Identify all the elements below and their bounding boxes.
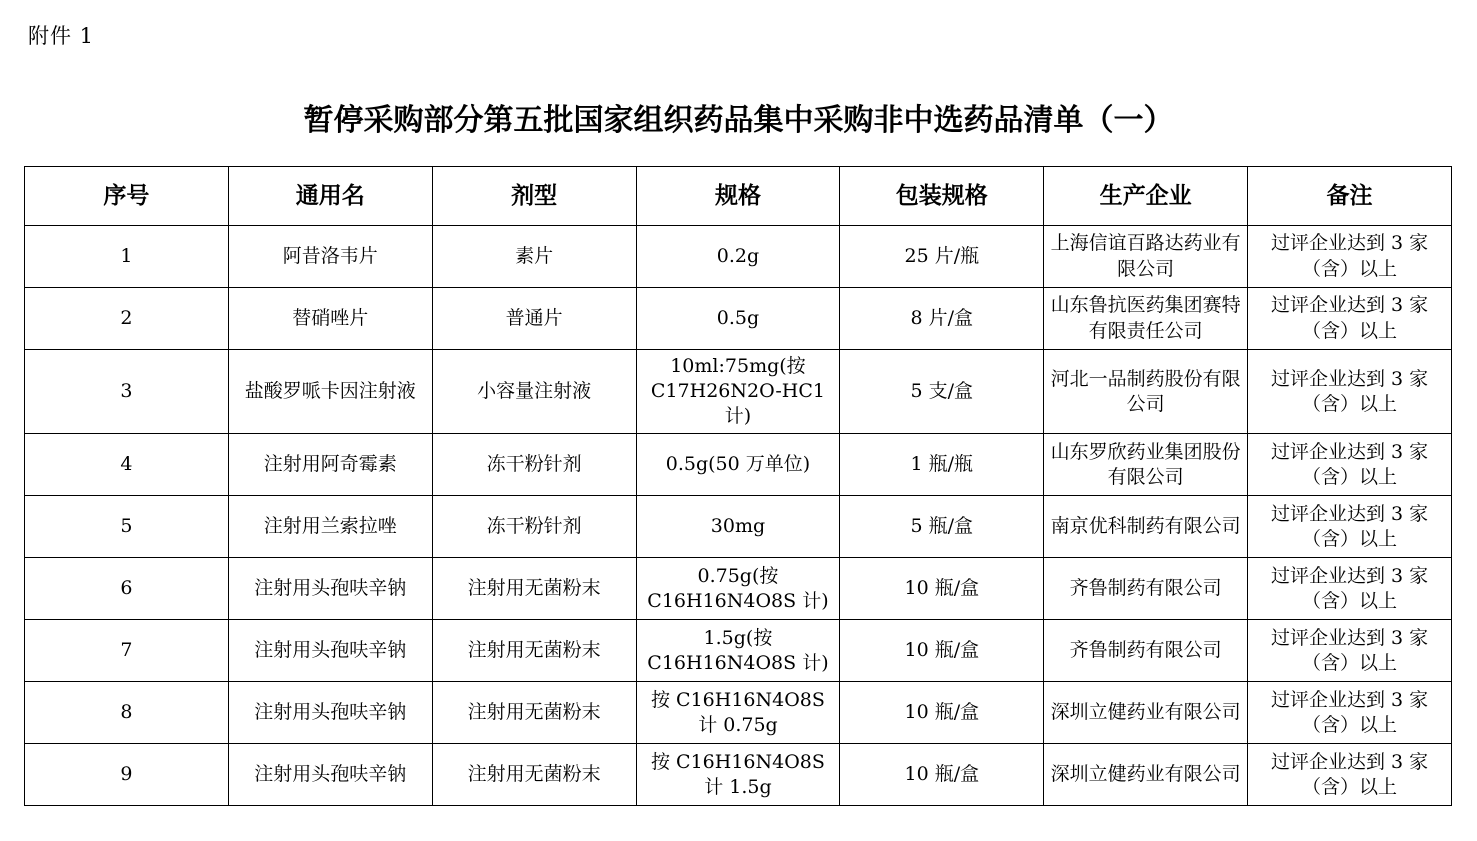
cell-maker: 齐鲁制药有限公司 <box>1044 620 1248 682</box>
cell-spec: 10ml:75mg(按 C17H26N2O-HC1 计) <box>636 350 840 434</box>
cell-name: 注射用头孢呋辛钠 <box>228 682 432 744</box>
cell-maker: 山东鲁抗医药集团赛特有限责任公司 <box>1044 288 1248 350</box>
column-header-name: 通用名 <box>228 167 432 226</box>
cell-form: 注射用无菌粉末 <box>432 558 636 620</box>
cell-spec: 0.5g <box>636 288 840 350</box>
cell-maker: 上海信谊百路达药业有限公司 <box>1044 226 1248 288</box>
cell-seq: 9 <box>25 744 229 806</box>
cell-form: 小容量注射液 <box>432 350 636 434</box>
cell-spec: 按 C16H16N4O8S 计 0.75g <box>636 682 840 744</box>
attachment-label: 附件 1 <box>28 24 95 48</box>
column-header-note: 备注 <box>1248 167 1452 226</box>
cell-note: 过评企业达到 3 家（含）以上 <box>1248 434 1452 496</box>
cell-maker: 南京优科制药有限公司 <box>1044 496 1248 558</box>
cell-name: 注射用头孢呋辛钠 <box>228 620 432 682</box>
cell-spec: 0.75g(按 C16H16N4O8S 计) <box>636 558 840 620</box>
column-header-spec: 规格 <box>636 167 840 226</box>
table-row <box>25 682 1452 744</box>
column-header-seq: 序号 <box>25 167 229 226</box>
cell-pack: 10 瓶/盒 <box>840 558 1044 620</box>
cell-note: 过评企业达到 3 家（含）以上 <box>1248 288 1452 350</box>
cell-maker: 深圳立健药业有限公司 <box>1044 744 1248 806</box>
column-header-maker: 生产企业 <box>1044 167 1248 226</box>
cell-name: 替硝唑片 <box>228 288 432 350</box>
cell-seq: 4 <box>25 434 229 496</box>
cell-form: 注射用无菌粉末 <box>432 682 636 744</box>
column-header-form: 剂型 <box>432 167 636 226</box>
cell-note: 过评企业达到 3 家（含）以上 <box>1248 682 1452 744</box>
table-row <box>25 434 1452 496</box>
cell-form: 普通片 <box>432 288 636 350</box>
cell-pack: 10 瓶/盒 <box>840 682 1044 744</box>
cell-note: 过评企业达到 3 家（含）以上 <box>1248 350 1452 434</box>
cell-pack: 1 瓶/瓶 <box>840 434 1044 496</box>
cell-pack: 5 支/盒 <box>840 350 1044 434</box>
cell-form: 注射用无菌粉末 <box>432 744 636 806</box>
table-row <box>25 350 1452 434</box>
cell-form: 素片 <box>432 226 636 288</box>
cell-note: 过评企业达到 3 家（含）以上 <box>1248 620 1452 682</box>
cell-spec: 按 C16H16N4O8S 计 1.5g <box>636 744 840 806</box>
cell-maker: 河北一品制药股份有限公司 <box>1044 350 1248 434</box>
cell-form: 冻干粉针剂 <box>432 496 636 558</box>
table-row <box>25 496 1452 558</box>
cell-note: 过评企业达到 3 家（含）以上 <box>1248 226 1452 288</box>
table-row <box>25 620 1452 682</box>
table-row <box>25 288 1452 350</box>
drug-list-table-wrap <box>24 166 1452 806</box>
column-header-pack: 包装规格 <box>840 167 1044 226</box>
cell-spec: 0.2g <box>636 226 840 288</box>
cell-pack: 25 片/瓶 <box>840 226 1044 288</box>
cell-form: 注射用无菌粉末 <box>432 620 636 682</box>
cell-seq: 1 <box>25 226 229 288</box>
cell-form: 冻干粉针剂 <box>432 434 636 496</box>
table-body <box>25 226 1452 806</box>
cell-name: 注射用阿奇霉素 <box>228 434 432 496</box>
cell-pack: 8 片/盒 <box>840 288 1044 350</box>
cell-name: 注射用头孢呋辛钠 <box>228 744 432 806</box>
cell-maker: 山东罗欣药业集团股份有限公司 <box>1044 434 1248 496</box>
cell-name: 阿昔洛韦片 <box>228 226 432 288</box>
cell-spec: 30mg <box>636 496 840 558</box>
table-row <box>25 744 1452 806</box>
cell-pack: 10 瓶/盒 <box>840 620 1044 682</box>
table-header-row <box>25 167 1452 226</box>
cell-spec: 1.5g(按 C16H16N4O8S 计) <box>636 620 840 682</box>
table-row <box>25 558 1452 620</box>
table-row <box>25 226 1452 288</box>
cell-seq: 8 <box>25 682 229 744</box>
cell-name: 注射用兰索拉唑 <box>228 496 432 558</box>
table-header <box>25 167 1452 226</box>
cell-note: 过评企业达到 3 家（含）以上 <box>1248 558 1452 620</box>
cell-note: 过评企业达到 3 家（含）以上 <box>1248 744 1452 806</box>
cell-seq: 3 <box>25 350 229 434</box>
cell-seq: 7 <box>25 620 229 682</box>
drug-list-table <box>24 166 1452 806</box>
cell-seq: 6 <box>25 558 229 620</box>
cell-seq: 5 <box>25 496 229 558</box>
cell-pack: 10 瓶/盒 <box>840 744 1044 806</box>
cell-name: 注射用头孢呋辛钠 <box>228 558 432 620</box>
cell-pack: 5 瓶/盒 <box>840 496 1044 558</box>
cell-maker: 深圳立健药业有限公司 <box>1044 682 1248 744</box>
cell-maker: 齐鲁制药有限公司 <box>1044 558 1248 620</box>
cell-spec: 0.5g(50 万单位) <box>636 434 840 496</box>
cell-seq: 2 <box>25 288 229 350</box>
page-title: 暂停采购部分第五批国家组织药品集中采购非中选药品清单（一） <box>303 103 1174 138</box>
cell-name: 盐酸罗哌卡因注射液 <box>228 350 432 434</box>
cell-note: 过评企业达到 3 家（含）以上 <box>1248 496 1452 558</box>
